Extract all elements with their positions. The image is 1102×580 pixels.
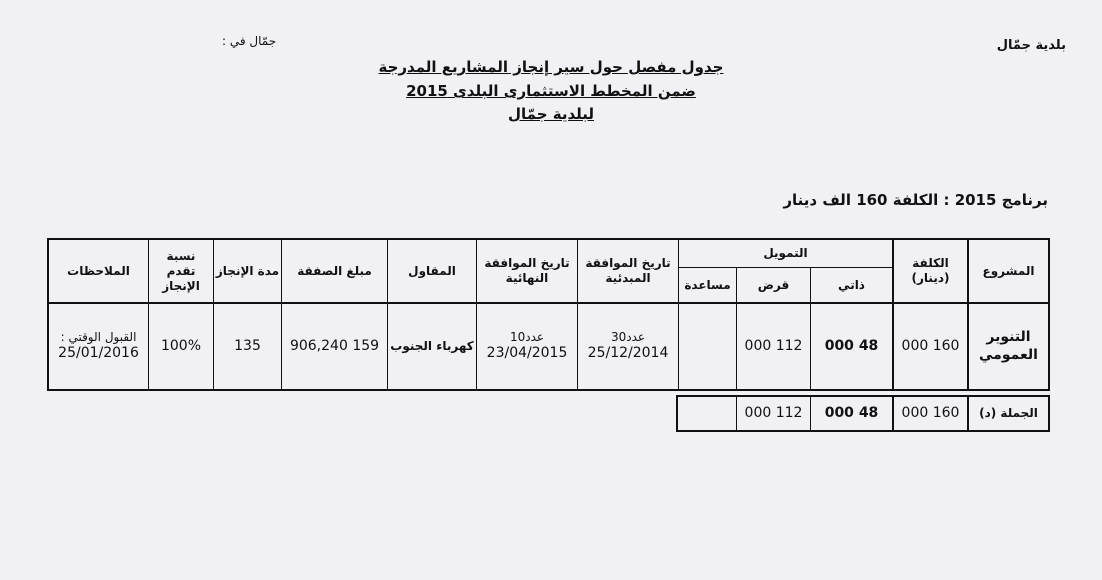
header-loan: قرض (757, 277, 790, 292)
header-grant: مساعدة (684, 277, 731, 292)
row-final-approval (477, 304, 577, 389)
header-progress: نسبة تقدم الإنجاز (162, 248, 200, 293)
total-label: الجملة (د) (979, 406, 1038, 420)
total-self: 48 000 (824, 404, 879, 421)
document-title-line2: ضمن المخطط الاستثمارى البلدى 2015 (406, 82, 696, 100)
row-self: 48 000 (824, 337, 879, 354)
row-loan: 112 000 (744, 337, 803, 354)
header-contractor: المقاول (408, 263, 456, 278)
document-title-line3: لبلدية جمّال (507, 105, 594, 123)
initial-approval-date: 25/12/2014 (587, 345, 669, 362)
total-grant (678, 397, 736, 430)
header-final-approval: تاريخ الموافقة النهائية (484, 256, 570, 285)
row-cost: 160 000 (901, 337, 960, 354)
row-contract-amount: 159 906,240 (289, 337, 380, 354)
municipality-name: بلدية جمّال (996, 38, 1066, 53)
notes-label: القبول الوقتي : (60, 330, 137, 345)
row-duration: 135 (234, 337, 261, 354)
header-contract-amount: مبلغ الصفقة (297, 263, 372, 278)
row-grant (679, 304, 736, 389)
document-title-line1: جدول مفصل حول سير إنجاز المشاريع المدرجة (378, 58, 724, 76)
row-contractor: كهرباء الجنوب (390, 339, 474, 353)
total-cost: 160 000 (901, 404, 960, 421)
header-cost: الكلفة (دينار) (911, 256, 950, 285)
final-approval-date: 23/04/2015 (486, 345, 568, 362)
row-progress: 100% (160, 337, 202, 354)
total-loan: 112 000 (744, 404, 803, 421)
header-initial-approval: تاريخ الموافقة المبدئية (585, 256, 671, 285)
header-notes: الملاحظات (67, 263, 130, 278)
initial-approval-number: عدد30 (610, 330, 646, 345)
row-initial-approval (578, 304, 678, 389)
row-notes (49, 304, 148, 389)
header-project: المشروع (982, 263, 1035, 278)
place-date-label: جمّال في : (222, 34, 277, 48)
header-self: ذاتي (838, 277, 865, 292)
notes-date: 25/01/2016 (58, 345, 139, 362)
program-cost-line: برنامج 2015 : الكلفة 160 الف دينار (783, 191, 1048, 209)
row-project: التنوير العمومي (979, 329, 1038, 363)
header-duration: مدة الإنجاز (215, 263, 280, 278)
final-approval-number: عدد10 (509, 330, 545, 345)
header-funding: التمويل (763, 246, 808, 260)
